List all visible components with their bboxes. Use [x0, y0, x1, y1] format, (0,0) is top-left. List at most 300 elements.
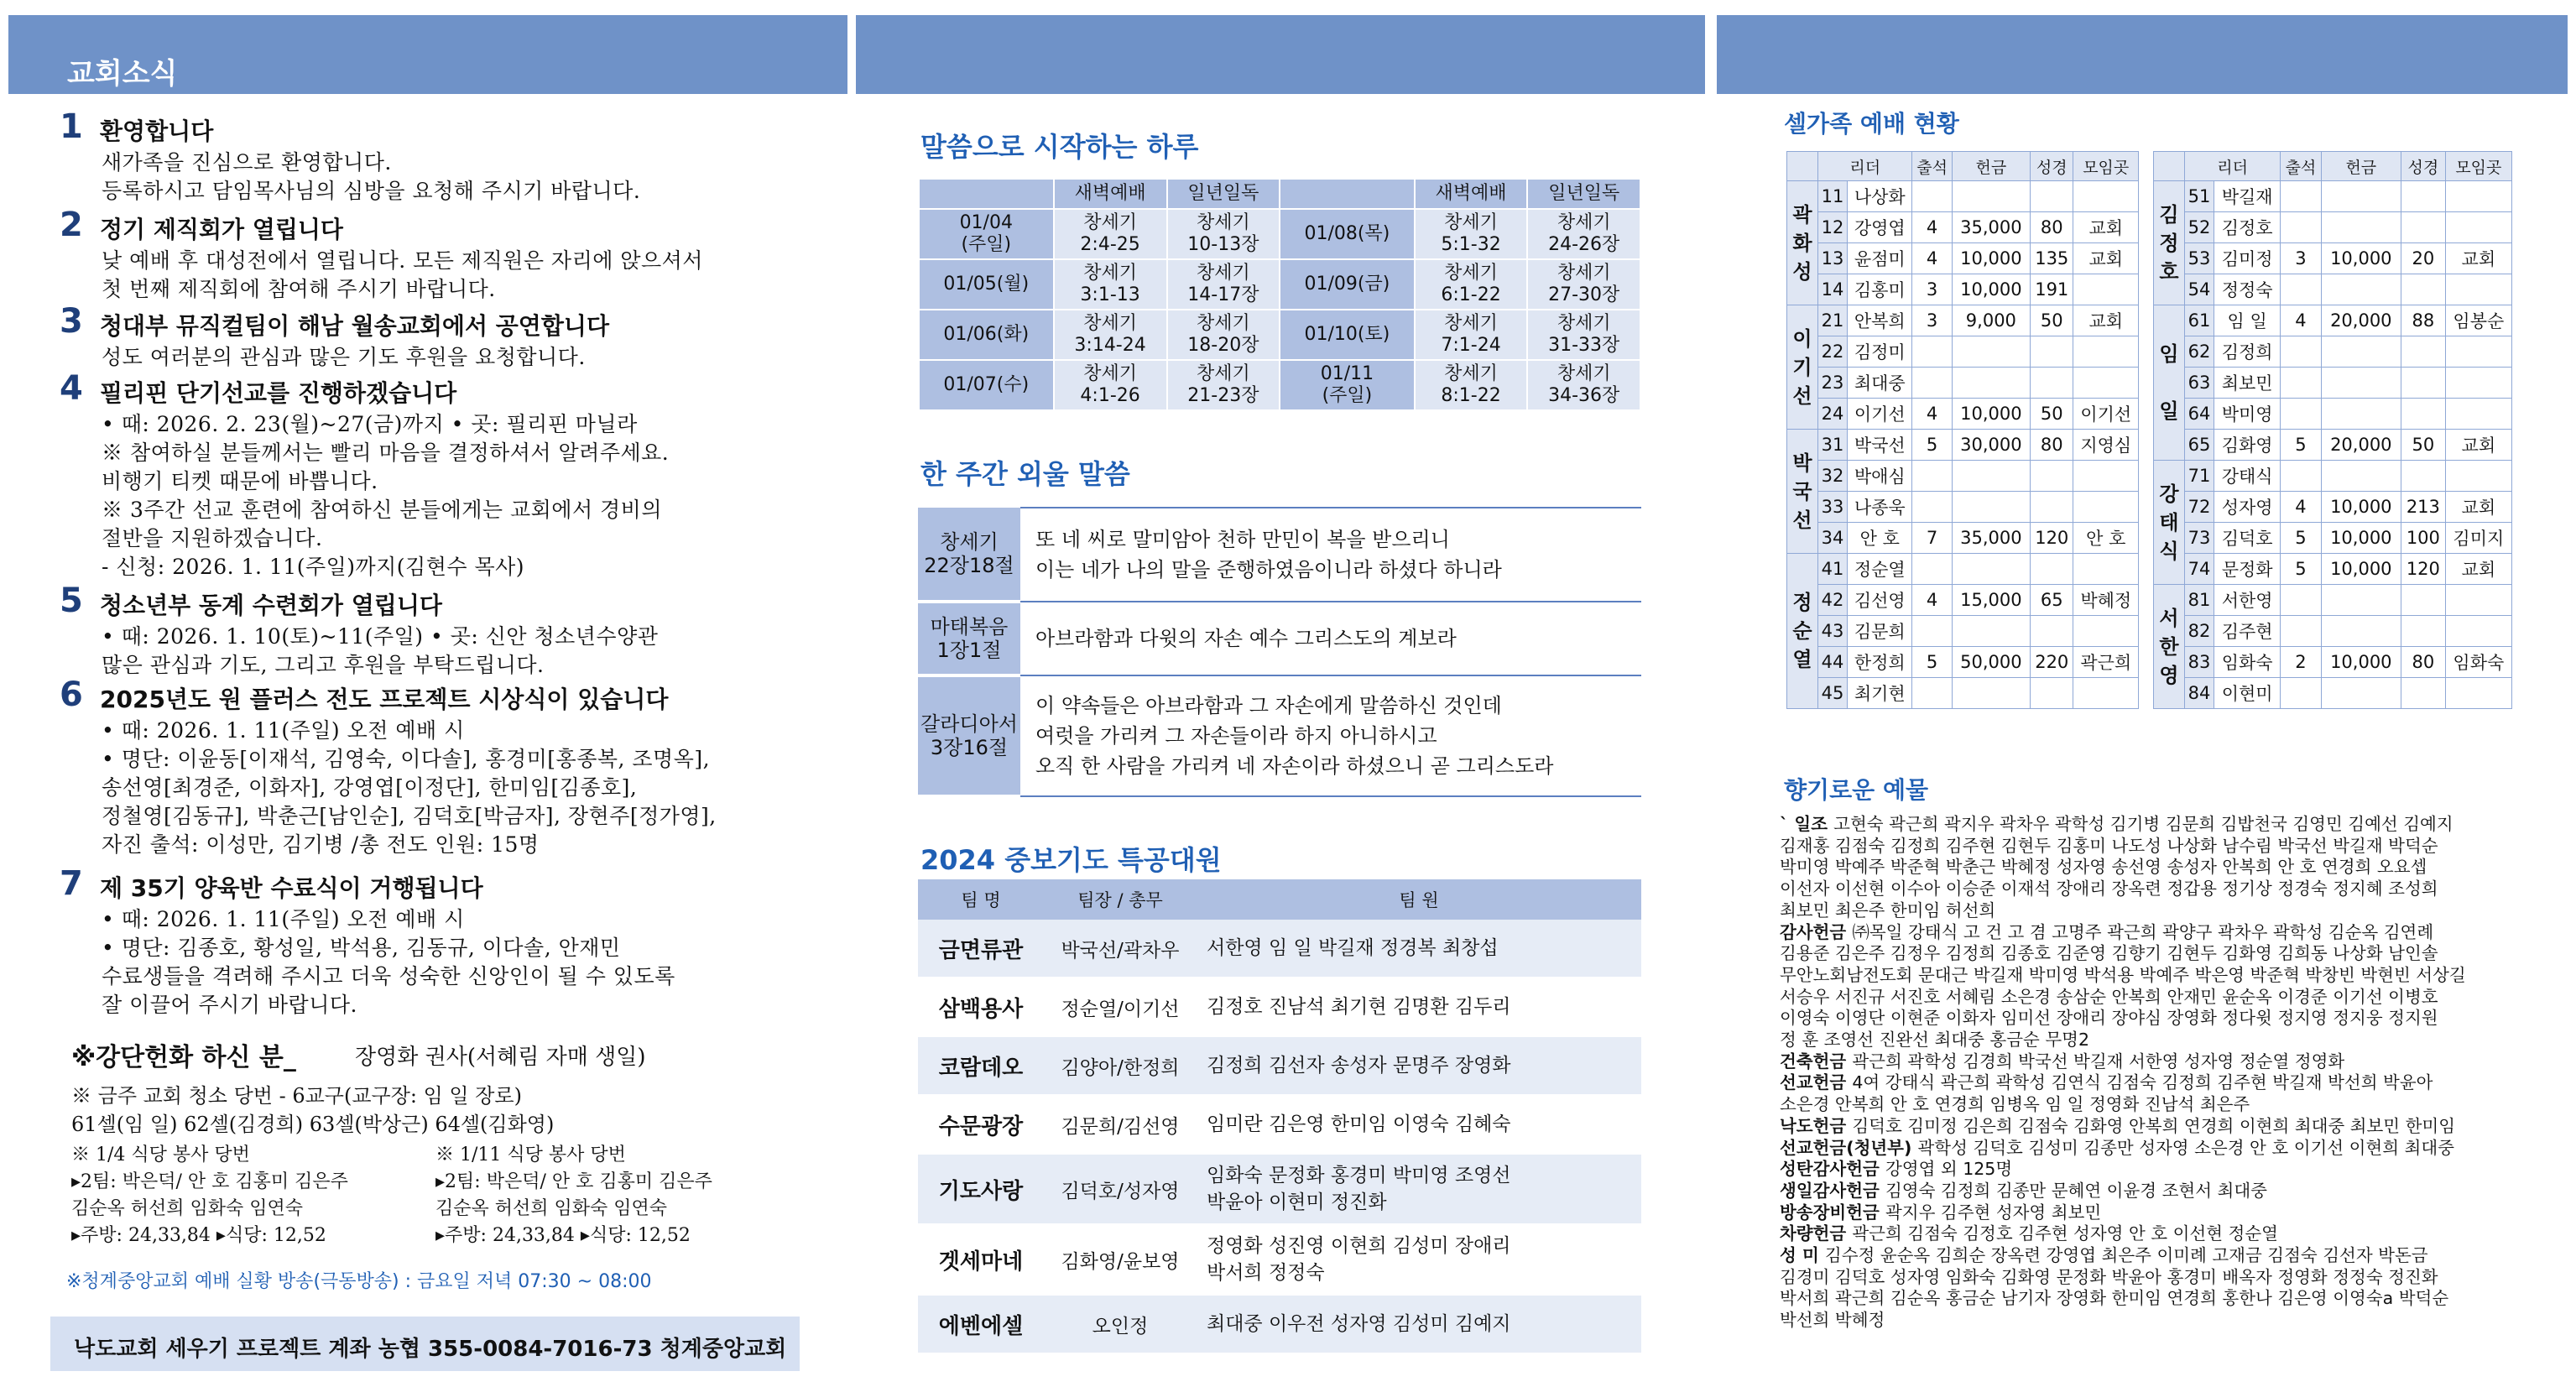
cell-value: 김정호 [2214, 212, 2281, 243]
news-item-title: 환영합니다 [100, 117, 214, 145]
cell-value: 3 [1912, 274, 1952, 305]
cell-row [2154, 492, 2512, 523]
prayer-header-row [918, 879, 1641, 920]
prayer-members: 임미란 김은영 한미임 이영숙 김혜숙 [1197, 1095, 1641, 1154]
pulpit-detail: 장영화 권사(서혜림 자매 생일) [355, 1045, 646, 1070]
cell-value: 10,000 [1952, 243, 2030, 274]
cell-value: 김문희 [1848, 616, 1912, 647]
cell-value: 박혜정 [2073, 585, 2139, 616]
cell-value: 강태식 [2214, 461, 2281, 492]
cell-value: 박애심 [1848, 461, 1912, 492]
prayer-leader: 김문희/김선영 [1044, 1095, 1197, 1154]
news-item-title: 청소년부 동계 수련회가 열립니다 [100, 592, 442, 619]
cell-value [2031, 616, 2073, 647]
offering-names: 서승우 서진규 서진호 서혜림 소은경 송삼순 안복희 안재민 윤순옥 이경준 이기선 이병호 [1780, 986, 2438, 1007]
cell-value: 21 [1818, 305, 1848, 336]
offering-line [1780, 1267, 2515, 1289]
cell-value: 13 [1818, 243, 1848, 274]
cell-value [2281, 678, 2321, 709]
cell-value: 김정미 [1848, 336, 1912, 368]
prayer-header-cell: 팀장 / 총무 [1044, 879, 1197, 920]
cell-group-leader: 강 태 식 [2154, 461, 2185, 585]
cell-value: 임봉순 [2445, 305, 2511, 336]
prayer-leader: 김덕호/성자영 [1044, 1154, 1197, 1224]
cell-row [1787, 461, 2139, 492]
prayer-header-cell: 팀 명 [918, 879, 1044, 920]
cell-value: 4 [2281, 492, 2321, 523]
cell-value: 15,000 [1952, 585, 2030, 616]
cell-value: 52 [2185, 212, 2214, 243]
reading-cell: 01/11 (주일) [1280, 360, 1415, 410]
cell-value: 71 [2185, 461, 2214, 492]
cell-value: 곽근희 [2073, 647, 2139, 678]
cell-row [2154, 430, 2512, 461]
news-item-line: 절반을 지원하겠습니다. [102, 526, 323, 550]
memory-reference: 갈라디아서 3장16절 [918, 675, 1020, 796]
cell-value: 14 [1818, 274, 1848, 305]
cell-value: 51 [2185, 181, 2214, 212]
prayer-members: 김정희 김선자 송성자 문명주 장영화 [1197, 1036, 1641, 1095]
reading-cell: 창세기 3:1-13 [1054, 259, 1167, 310]
cell-row [2154, 585, 2512, 616]
news-item-line: 수료생들을 격려해 주시고 더욱 성숙한 신앙인이 될 수 있도록 [102, 964, 675, 988]
news-header [8, 15, 847, 94]
cell-value: 10,000 [1952, 274, 2030, 305]
offering-names: 강영엽 외 125명 [1885, 1159, 2013, 1180]
cell-value: 박미영 [2214, 399, 2281, 430]
reading-cell: 창세기 3:14-24 [1054, 310, 1167, 360]
offering-line [1780, 1310, 2515, 1332]
reading-cell: 창세기 4:1-26 [1054, 360, 1167, 410]
offering-names: 김재홍 김점숙 김정희 김주현 김현두 김홍미 나도성 나상화 남수림 박국선 박길재 박덕순 [1780, 835, 2438, 856]
memory-verse: 또 네 씨로 말미암아 천하 만민이 복을 받으리니 이는 네가 나의 말을 준행하였음이니라 하셨다 하니라 [1020, 508, 1641, 602]
offering-line [1780, 1030, 2515, 1051]
cell-value: 10,000 [2321, 523, 2401, 554]
news-item-number: 1 [60, 107, 83, 146]
cell-value: 교회 [2445, 492, 2511, 523]
cell-value [1952, 554, 2030, 585]
cell-value [2321, 181, 2401, 212]
reading-cell: 01/04 (주일) [919, 209, 1054, 259]
cell-value: 42 [1818, 585, 1848, 616]
cell-value: 50,000 [1952, 647, 2030, 678]
cell-value [2445, 181, 2511, 212]
cell-value [2401, 585, 2446, 616]
offering-names: 이선자 이선현 이수아 이승준 이재석 장애리 장옥련 정갑용 정기상 정경숙 정지혜 조성희 [1780, 879, 2438, 899]
cell-value [2073, 368, 2139, 399]
meal-line: ▸주방: 24,33,84 ▸식당: 12,52 [71, 1225, 326, 1246]
cell-value: 교회 [2073, 212, 2139, 243]
cell-value [2281, 212, 2321, 243]
cell-value [2445, 461, 2511, 492]
prayer-leader: 박국선/곽차우 [1044, 920, 1197, 978]
cell-row [2154, 336, 2512, 368]
offering-names: 김수정 윤순옥 김희순 장옥련 강영엽 최은주 이미례 고재금 김점숙 김선자 박돈금 [1824, 1245, 2428, 1266]
memory-reference: 마태복음 1장1절 [918, 602, 1020, 675]
news-item-line: 등록하시고 담임목사님의 심방을 요청해 주시기 바랍니다. [102, 179, 641, 203]
cell-value: 교회 [2073, 243, 2139, 274]
cell-value [2321, 212, 2401, 243]
news-item-number: 4 [60, 369, 83, 408]
cell-value [2445, 399, 2511, 430]
offering-category: 성탄감사헌금 [1780, 1159, 1885, 1180]
reading-table [918, 178, 1641, 411]
offering-category: 건축헌금 [1780, 1051, 1853, 1072]
cell-value [1952, 678, 2030, 709]
cell-value: 35,000 [1952, 212, 2030, 243]
cell-value: 최대중 [1848, 368, 1912, 399]
cell-value: 50 [2031, 399, 2073, 430]
cell-table-left [1786, 151, 2139, 709]
cell-value: 교회 [2445, 243, 2511, 274]
cell-value: 213 [2401, 492, 2446, 523]
cell-row [2154, 212, 2512, 243]
reading-cell: 창세기 21-23장 [1167, 360, 1280, 410]
cell-value [2321, 678, 2401, 709]
cell-row [1787, 616, 2139, 647]
cell-value: 20,000 [2321, 305, 2401, 336]
cell-value: 34 [1818, 523, 1848, 554]
cell-value [1952, 368, 2030, 399]
cell-row [2154, 181, 2512, 212]
cell-value [2073, 336, 2139, 368]
cell-value: 안 호 [1848, 523, 1912, 554]
news-item-number: 2 [60, 206, 83, 244]
offering-names: 곽학성 김덕호 김성미 김종만 성자영 소은경 안 호 이기선 이현희 최대중 [1917, 1137, 2454, 1158]
news-item-line: • 때: 2026. 1. 11(주일) 오전 예배 시 [102, 907, 465, 931]
news-item-title: 청대부 뮤직컬팀이 해남 월송교회에서 공연합니다 [100, 312, 610, 340]
cell-value [2445, 368, 2511, 399]
cell-value: 10,000 [2321, 554, 2401, 585]
cell-value: 10,000 [1952, 399, 2030, 430]
offering-category: 선교헌금 [1780, 1072, 1853, 1093]
cell-value [2281, 368, 2321, 399]
cell-header-cell: 출석 [1912, 152, 1952, 181]
cell-value: 강영엽 [1848, 212, 1912, 243]
cell-value [2321, 399, 2401, 430]
cell-row [1787, 368, 2139, 399]
meal-line: 김순옥 허선희 임화숙 임연숙 [71, 1198, 304, 1219]
memory-title: 한 주간 외울 말씀 [920, 458, 1130, 490]
meal-line: ▸2팀: 박은덕/ 안 호 김홍미 김은주 [435, 1171, 712, 1192]
cell-value [1912, 336, 1952, 368]
offering-category: 방송장비헌금 [1780, 1202, 1885, 1223]
news-item-line: ※ 3주간 선교 훈련에 참여하신 분들에게는 교회에서 경비의 [102, 498, 662, 522]
offering-line [1780, 857, 2515, 879]
cell-value [2401, 461, 2446, 492]
offering-names: 김덕호 김미정 김은희 김점숙 김화영 안복희 연경희 이현희 최대중 최보민 한미임 [1852, 1115, 2456, 1136]
memory-row [918, 602, 1641, 675]
news-item-line: 정철영[김동규], 박춘근[남인순], 김덕호[박금자], 장현주[정가영], [102, 804, 717, 828]
cell-value [2401, 678, 2446, 709]
offering-category: 낙도헌금 [1780, 1115, 1853, 1136]
cell-value: 나종욱 [1848, 492, 1912, 523]
cell-value [2321, 368, 2401, 399]
offering-category: 선교헌금(청년부) [1780, 1137, 1918, 1158]
meal-line: ※ 1/4 식당 봉사 당번 [71, 1145, 250, 1165]
cell-row [1787, 274, 2139, 305]
cell-value: 23 [1818, 368, 1848, 399]
news-item-line: 잘 이끌어 주시기 바랍니다. [102, 993, 357, 1017]
reading-cell: 01/10(토) [1280, 310, 1415, 360]
prayer-row [918, 920, 1641, 978]
cell-row [2154, 554, 2512, 585]
offering-names: 최보민 최은주 한미임 허선희 [1780, 899, 1996, 920]
prayer-leader: 오인정 [1044, 1295, 1197, 1353]
cell-row [1787, 647, 2139, 678]
cell-row [2154, 399, 2512, 430]
cell-group-leader: 곽 화 성 [1787, 181, 1818, 305]
cell-value: 65 [2185, 430, 2214, 461]
prayer-members: 임화숙 문정화 홍경미 박미영 조영선 박윤아 이현미 정진화 [1197, 1154, 1641, 1224]
cell-value [2031, 461, 2073, 492]
cell-value [2401, 336, 2446, 368]
reading-header-row [919, 179, 1640, 209]
cell-value [2073, 274, 2139, 305]
cell-value [2321, 461, 2401, 492]
cell-value [2073, 461, 2139, 492]
cell-value: 교회 [2445, 430, 2511, 461]
cell-value: 61 [2185, 305, 2214, 336]
cell-value [2281, 585, 2321, 616]
cell-value: 50 [2401, 430, 2446, 461]
reading-row [919, 360, 1640, 410]
cell-value: 33 [1818, 492, 1848, 523]
reading-cell: 창세기 14-17장 [1167, 259, 1280, 310]
cell-value: 50 [2031, 305, 2073, 336]
news-item-line: ※ 참여하실 분들께서는 빨리 마음을 결정하셔서 알려주세요. [102, 441, 670, 465]
cell-value: 10,000 [2321, 647, 2401, 678]
cell-header-cell: 리더 [1818, 152, 1912, 181]
offering-names: 이영숙 이영단 이현준 이화자 임미선 장애리 장야심 장영화 정다윗 정지영 정지웅 정지원 [1780, 1008, 2438, 1029]
offering-names: ㈜목일 강태식 고 건 고 겸 고명주 곽근희 곽양구 곽차우 곽학성 김순옥 김연례 [1852, 921, 2434, 942]
prayer-members: 김정호 진남석 최기현 김명환 김두리 [1197, 978, 1641, 1036]
cell-value: 73 [2185, 523, 2214, 554]
offering-names: 김경미 김덕호 성자영 임화숙 김화영 문정화 박윤아 홍경미 배옥자 정영화 정정숙 정진화 [1780, 1266, 2438, 1287]
reading-cell: 창세기 6:1-22 [1415, 259, 1528, 310]
prayer-team: 코람데오 [918, 1036, 1044, 1095]
cell-value: 안복희 [1848, 305, 1912, 336]
offering-title: 향기로운 예물 [1784, 776, 1929, 804]
memory-row [918, 675, 1641, 796]
cell-value: 82 [2185, 616, 2214, 647]
offering-names: 4여 강태식 곽근희 곽학성 김연식 김점숙 김정희 김주현 박길재 박선희 박윤아 [1852, 1072, 2433, 1093]
reading-cell: 창세기 7:1-24 [1415, 310, 1528, 360]
cell-row [1787, 305, 2139, 336]
cell-header-cell: 성경 [2401, 152, 2446, 181]
prayer-row [918, 1036, 1641, 1095]
cell-header-cell: 헌금 [2321, 152, 2401, 181]
cell-value [2031, 554, 2073, 585]
prayer-team: 삼백용사 [918, 978, 1044, 1036]
offering-line [1780, 922, 2515, 944]
cell-row [2154, 678, 2512, 709]
cell-value [2031, 492, 2073, 523]
offering-names: 김용준 김은주 김정우 김정희 김종호 김준영 김향기 김현두 김화영 김희동 나상화 남인솔 [1780, 943, 2438, 964]
cell-value: 65 [2031, 585, 2073, 616]
prayer-members: 정영화 성진영 이현희 김성미 장애리 박서희 정정숙 [1197, 1224, 1641, 1295]
offering-names: 곽근희 김점숙 김정호 김주현 성자영 안 호 이선현 정순열 [1852, 1223, 2278, 1244]
news-item-number: 5 [60, 581, 83, 620]
cell-value: 교회 [2445, 554, 2511, 585]
memory-row [918, 508, 1641, 602]
offering-names: 곽지우 김주현 성자영 최보민 [1885, 1202, 2102, 1223]
cell-value: 5 [2281, 523, 2321, 554]
cell-value [2321, 336, 2401, 368]
prayer-row [918, 1095, 1641, 1154]
offering-category: 감사헌금 [1780, 921, 1853, 942]
cell-value: 120 [2031, 523, 2073, 554]
cell-value: 10,000 [2321, 492, 2401, 523]
cell-value [2281, 461, 2321, 492]
prayer-row [918, 978, 1641, 1036]
offering-names: 정 훈 조영선 진완선 최대중 홍금순 무명2 [1780, 1030, 2089, 1051]
cell-value: 10,000 [2321, 243, 2401, 274]
cell-value: 정정숙 [2214, 274, 2281, 305]
cell-value: 74 [2185, 554, 2214, 585]
cell-value: 김미지 [2445, 523, 2511, 554]
cell-value [1912, 554, 1952, 585]
meal-line: ▸2팀: 박은덕/ 안 호 김홍미 김은주 [71, 1171, 348, 1192]
cell-value: 35,000 [1952, 523, 2030, 554]
prayer-leader: 김화영/윤보영 [1044, 1224, 1197, 1295]
cell-row [1787, 554, 2139, 585]
meal-line: 김순옥 허선희 임화숙 임연숙 [435, 1198, 668, 1219]
cell-value: 4 [1912, 585, 1952, 616]
news-item-line: • 명단: 김종호, 황성일, 박석용, 김동규, 이다솔, 안재민 [102, 936, 621, 960]
cell-row [2154, 243, 2512, 274]
cell-value: 2 [2281, 647, 2321, 678]
cell-value [1912, 492, 1952, 523]
prayer-row [918, 1224, 1641, 1295]
cell-value: 220 [2031, 647, 2073, 678]
reading-header-cell [1280, 179, 1415, 209]
reading-header-cell: 새벽예배 [1054, 179, 1167, 209]
cell-value: 88 [2401, 305, 2446, 336]
reading-header-cell: 새벽예배 [1415, 179, 1528, 209]
cell-value: 41 [1818, 554, 1848, 585]
prayer-table [918, 879, 1641, 1354]
offering-names: 고현숙 곽근희 곽지우 곽차우 곽학성 김기병 김문희 김밥천국 김영민 김예선 김예지 [1833, 814, 2453, 834]
cell-value: 64 [2185, 399, 2214, 430]
meal-line: ※ 1/11 식당 봉사 당번 [435, 1145, 626, 1165]
offering-line [1780, 1072, 2515, 1094]
cell-group-leader: 서 한 영 [2154, 585, 2185, 709]
cell-value [2401, 616, 2446, 647]
cell-value: 120 [2401, 554, 2446, 585]
cell-value: 이기선 [2073, 399, 2139, 430]
news-item-line: 낮 예배 후 대성전에서 열립니다. 모든 제직원은 자리에 앉으셔서 [102, 248, 703, 273]
reading-header-cell [919, 179, 1054, 209]
cell-value: 63 [2185, 368, 2214, 399]
cell-row [1787, 212, 2139, 243]
offering-category: 생일감사헌금 [1780, 1180, 1885, 1201]
news-item-line: • 명단: 이윤동[이재석, 김영숙, 이다솔], 홍경미[홍종복, 조명옥], [102, 747, 711, 771]
reading-header-cell: 일년일독 [1167, 179, 1280, 209]
cell-value [2281, 181, 2321, 212]
cell-group-leader: 임 일 [2154, 305, 2185, 461]
cell-value: 임화숙 [2214, 647, 2281, 678]
reading-cell: 01/06(화) [919, 310, 1054, 360]
cell-value: 서한영 [2214, 585, 2281, 616]
cell-value: 김화영 [2214, 430, 2281, 461]
cell-value: 32 [1818, 461, 1848, 492]
cell-value [2401, 212, 2446, 243]
offering-names: 소은경 안복희 안 호 연경희 임병옥 임 일 정영화 진남석 최은주 [1780, 1094, 2250, 1115]
cell-header-row [2154, 152, 2512, 181]
cell-value [1952, 181, 2030, 212]
reading-header-cell: 일년일독 [1527, 179, 1640, 209]
prayer-team: 겟세마네 [918, 1224, 1044, 1295]
cell-row [1787, 430, 2139, 461]
offering-line [1780, 1159, 2515, 1181]
cell-header-cell: 모임곳 [2073, 152, 2139, 181]
cell-value: 3 [2281, 243, 2321, 274]
news-header-title: 교회소식 [67, 57, 178, 91]
cell-row [1787, 585, 2139, 616]
cell-value: 100 [2401, 523, 2446, 554]
cell-value: 30,000 [1952, 430, 2030, 461]
reading-cell: 창세기 27-30장 [1527, 259, 1640, 310]
offering-line [1780, 1288, 2515, 1310]
cell-row [1787, 523, 2139, 554]
cell-value: 성자영 [2214, 492, 2281, 523]
offering-names: 곽근희 곽학성 김경희 박국선 박길재 서한영 성자영 정순열 정영화 [1852, 1051, 2345, 1072]
prayer-members: 서한영 임 일 박길재 정경복 최창섭 [1197, 920, 1641, 978]
news-item-title: 제 35기 양육반 수료식이 거행됩니다 [100, 874, 483, 902]
middle-header [856, 15, 1705, 94]
cell-value [1912, 616, 1952, 647]
cell-value: 김덕호 [2214, 523, 2281, 554]
cell-value [1912, 368, 1952, 399]
cell-value [2031, 336, 2073, 368]
cell-value [1952, 492, 2030, 523]
prayer-row [918, 1295, 1641, 1353]
news-item-line: 자진 출석: 이성만, 김기병 /총 전도 인원: 15명 [102, 832, 540, 857]
news-item-line: 송선영[최경준, 이화자], 강영엽[이정단], 한미임[김종호], [102, 775, 638, 800]
cell-value: 4 [2281, 305, 2321, 336]
cell-row [1787, 492, 2139, 523]
cell-value [2031, 181, 2073, 212]
cell-value [2401, 274, 2446, 305]
cell-row [2154, 647, 2512, 678]
cell-row [1787, 678, 2139, 709]
reading-row [919, 259, 1640, 310]
prayer-leader: 정순열/이기선 [1044, 978, 1197, 1036]
cell-value: 53 [2185, 243, 2214, 274]
reading-row [919, 209, 1640, 259]
cell-group-leader: 박 국 선 [1787, 430, 1818, 554]
reading-title: 말씀으로 시작하는 하루 [920, 131, 1199, 163]
cell-value [2321, 585, 2401, 616]
offering-line [1780, 900, 2515, 922]
cell-value [2073, 181, 2139, 212]
offering-line [1780, 836, 2515, 858]
reading-cell: 창세기 24-26장 [1527, 209, 1640, 259]
cell-header-cell [2154, 152, 2185, 181]
cell-value [1912, 181, 1952, 212]
reading-row [919, 310, 1640, 360]
cell-table-right [2153, 151, 2512, 709]
cell-value [2073, 492, 2139, 523]
cell-value [2445, 678, 2511, 709]
cell-value [1952, 336, 2030, 368]
offering-names: 박선희 박혜정 [1780, 1310, 1885, 1331]
cell-value: 80 [2031, 430, 2073, 461]
news-item-line: • 때: 2026. 2. 23(월)~27(금)까지 • 곳: 필리핀 마닐라 [102, 412, 638, 436]
reading-cell: 창세기 10-13장 [1167, 209, 1280, 259]
cell-value [2073, 678, 2139, 709]
